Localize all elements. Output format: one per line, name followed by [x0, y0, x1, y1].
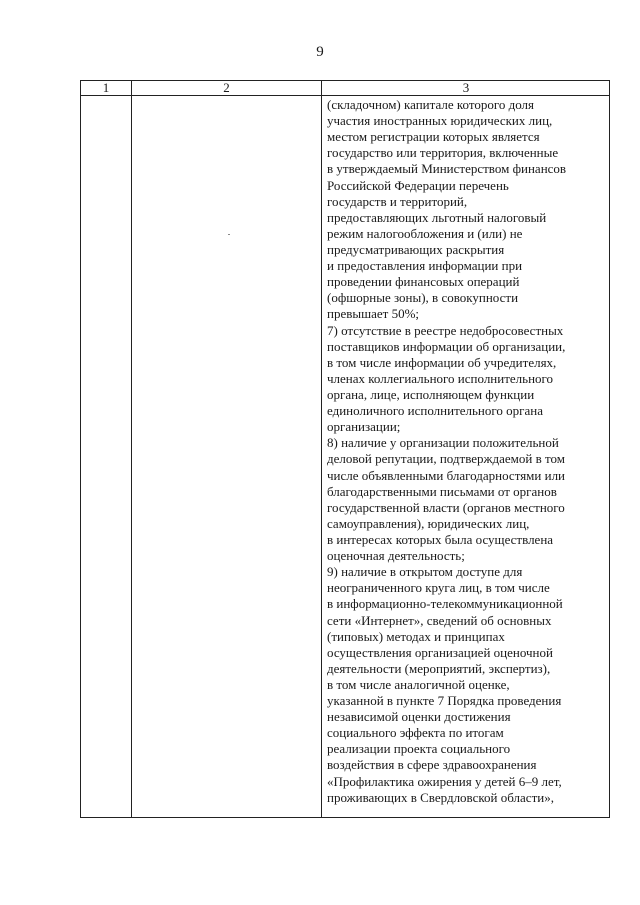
text-line: благодарственными письмами от органов: [327, 483, 557, 499]
text-line: указанной в пункте 7 Порядка проведения: [327, 693, 562, 709]
header-cell-3: 3: [462, 80, 470, 95]
text-line: (типовых) методах и принципах: [327, 628, 505, 644]
text-line: деловой репутации, подтверждаемой в том: [327, 451, 565, 467]
text-line: органа, лице, исполняющем функции: [327, 386, 535, 402]
text-line: проведении финансовых операций: [327, 274, 520, 290]
text-line: в том числе аналогичной оценке,: [327, 676, 510, 692]
text-line: режим налогообложения и (или) не: [327, 225, 523, 241]
text-line: местом регистрации которых является: [327, 129, 540, 145]
text-line: в информационно-телекоммуникационной: [327, 596, 563, 612]
text-line: Российской Федерации перечень: [327, 177, 509, 193]
text-line: предусматривающих раскрытия: [327, 241, 505, 257]
text-line: в том числе информации об учредителях,: [327, 354, 557, 370]
column-divider-1: [131, 81, 132, 817]
text-line: «Профилактика ожирения у детей 6–9 лет,: [327, 773, 562, 789]
text-line: (складочном) капитале которого доля: [327, 97, 535, 112]
text-line: осуществления организацией оценочной: [327, 644, 553, 660]
text-line: участия иностранных юридических лиц,: [327, 113, 553, 129]
scan-speck: [228, 234, 230, 235]
text-line: 9) наличие в открытом доступе для: [327, 564, 523, 580]
text-line: деятельности (мероприятий, экспертиз),: [327, 660, 551, 676]
text-line: реализации проекта социального: [327, 741, 511, 757]
text-line: и предоставления информации при: [327, 258, 523, 274]
text-line: в утверждаемый Министерством финансов: [327, 161, 567, 177]
text-line: независимой оценки достижения: [327, 709, 511, 725]
column-3-text: [327, 97, 609, 806]
text-line: государственной власти (органов местного: [327, 499, 565, 515]
text-line: социального эффекта по итогам: [327, 725, 504, 741]
text-line: числе объявленными благодарностями или: [327, 467, 566, 483]
text-line: членах коллегиального исполнительного: [327, 370, 554, 386]
table-header-row: [81, 81, 609, 96]
text-line: единоличного исполнительного органа: [327, 403, 543, 419]
text-line: самоуправления), юридических лиц,: [327, 515, 530, 531]
text-line: 7) отсутствие в реестре недобросовестных: [327, 322, 564, 338]
text-line: сети «Интернет», сведений об основных: [327, 612, 552, 628]
page-number: 9: [316, 44, 324, 60]
header-cell-2: 2: [223, 80, 230, 95]
document-table: [80, 80, 610, 818]
text-line: 8) наличие у организации положительной: [327, 435, 559, 451]
text-line: предоставляющих льготный налоговый: [327, 209, 547, 225]
text-line: в интересах которых была осуществлена: [327, 531, 554, 547]
text-line: оценочная деятельность;: [327, 548, 465, 564]
text-line: организации;: [327, 419, 401, 435]
text-line: превышает 50%;: [327, 306, 420, 322]
text-line: государств и территорий,: [327, 193, 468, 209]
text-line: государство или территория, включенные: [327, 145, 559, 161]
text-line: неограниченного круга лиц, в том числе: [327, 580, 550, 596]
column-divider-2: [321, 81, 322, 817]
text-line: (офшорные зоны), в совокупности: [327, 290, 519, 306]
text-line: поставщиков информации об организации,: [327, 338, 566, 354]
text-line: проживающих в Свердловской области»,: [327, 789, 554, 805]
text-line: воздействия в сфере здравоохранения: [327, 757, 537, 773]
header-cell-1: 1: [102, 80, 110, 95]
